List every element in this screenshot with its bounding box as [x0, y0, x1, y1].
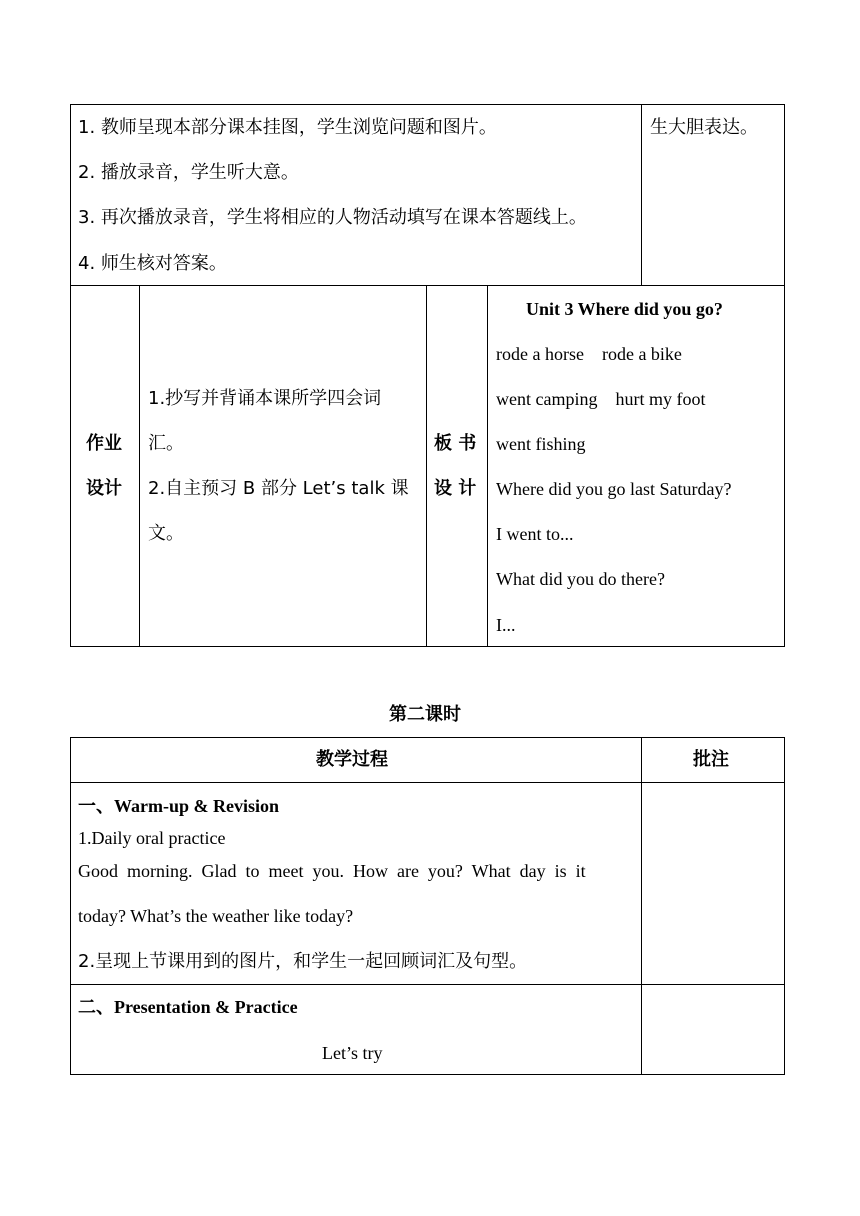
warmup-item: 2.呈现上节课用到的图片，和学生一起回顾词汇及句型。 — [78, 951, 528, 972]
board-line: What did you do there? — [496, 569, 665, 589]
table1-row2-divider-c — [487, 285, 488, 646]
warmup-paragraph: Good morning. Glad to meet you. How are you? What day is it — [78, 861, 586, 881]
warmup-paragraph: today? What’s the weather like today? — [78, 906, 354, 926]
presentation-heading — [78, 998, 298, 1017]
table2-right-border — [784, 737, 785, 1075]
homework-text: 1.抄写并背诵本课所学四会词 — [148, 388, 382, 409]
table2-bottom-border — [70, 1074, 785, 1075]
homework-text: 2.自主预习 B 部分 Let’s talk 课 — [148, 478, 409, 499]
board-line: I went to... — [496, 524, 574, 544]
table1-top-border — [70, 104, 785, 105]
table1-row1-divider — [641, 104, 642, 285]
presentation-heading-text: Presentation & Practice — [114, 997, 298, 1017]
table1-right-border — [784, 104, 785, 647]
board-line: Where did you go last Saturday? — [496, 479, 732, 499]
board-line: I... — [496, 615, 516, 635]
step-text: 1. 教师呈现本部分课本挂图，学生浏览问题和图片。 — [78, 117, 497, 138]
homework-label: 设计 — [86, 478, 122, 499]
warmup-heading — [78, 797, 279, 816]
header-teaching-process: 教学过程 — [316, 749, 388, 770]
presentation-heading-prefix: 二、 — [78, 997, 114, 1018]
table1-row-divider — [70, 285, 785, 286]
warmup-heading-text: Warm-up & Revision — [114, 796, 280, 816]
board-title: Unit 3 Where did you go? — [526, 299, 723, 319]
step-text: 4. 师生核对答案。 — [78, 253, 227, 274]
board-line: went fishing — [496, 434, 586, 454]
table2-top-border — [70, 737, 785, 738]
board-line: went camping hurt my foot — [496, 389, 706, 409]
table1-row2-divider-a — [139, 285, 140, 646]
table1-row2-divider-b — [426, 285, 427, 646]
table2-row-divider — [70, 984, 785, 985]
warmup-heading-prefix: 一、 — [78, 796, 114, 817]
step-text: 3. 再次播放录音，学生将相应的人物活动填写在课本答题线上。 — [78, 207, 587, 228]
header-notes: 批注 — [693, 749, 729, 770]
homework-text: 汇。 — [148, 433, 184, 454]
board-label: 板 书 — [434, 433, 477, 454]
note-text: 生大胆表达。 — [650, 117, 758, 138]
warmup-item: 1.Daily oral practice — [78, 828, 226, 848]
homework-text: 文。 — [148, 523, 184, 544]
homework-label: 作业 — [86, 433, 122, 454]
board-label: 设 计 — [434, 478, 477, 499]
board-line: rode a horse rode a bike — [496, 344, 682, 364]
table2-header-divider — [70, 782, 785, 783]
table1-bottom-border — [70, 646, 785, 647]
table2-col-divider — [641, 737, 642, 1075]
step-text: 2. 播放录音，学生听大意。 — [78, 162, 299, 183]
table1-left-border — [70, 104, 71, 647]
presentation-subheading: Let’s try — [322, 1043, 383, 1063]
section-title: 第二课时 — [389, 704, 461, 725]
table2-left-border — [70, 737, 71, 1075]
